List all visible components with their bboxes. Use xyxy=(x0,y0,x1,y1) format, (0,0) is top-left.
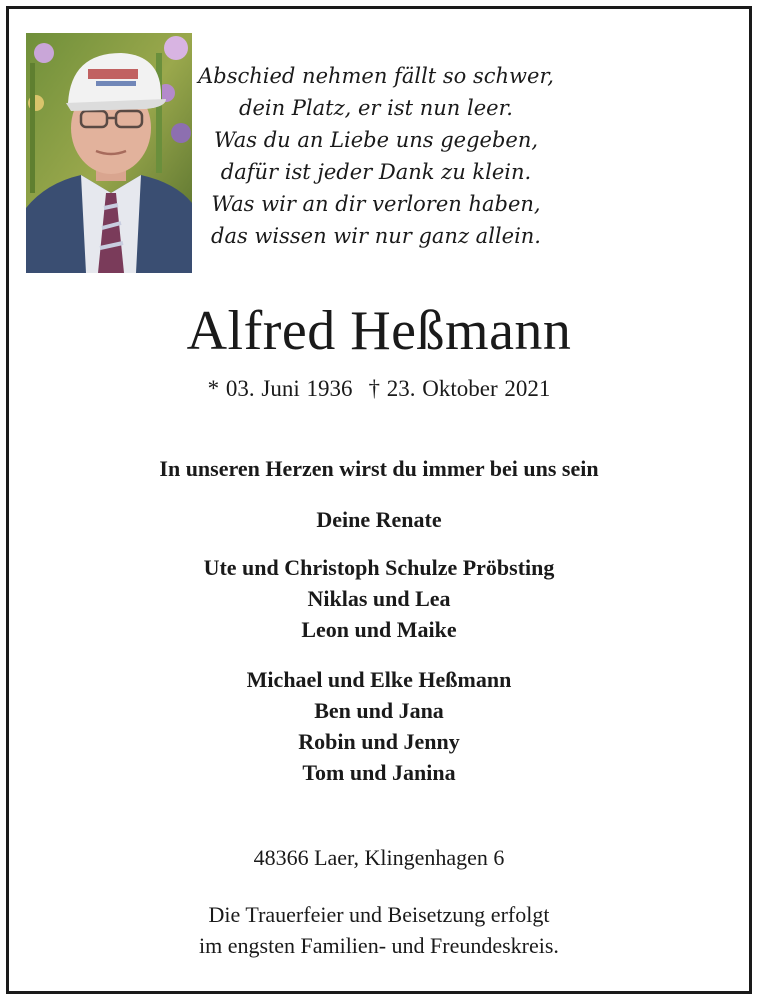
mourner-line: Tom und Janina xyxy=(302,760,456,785)
poem-line: dafür ist jeder Dank zu klein. xyxy=(220,160,532,184)
portrait-photo xyxy=(26,33,192,273)
mourner-line: Ute und Christoph Schulze Pröbsting xyxy=(203,555,555,580)
mourner-line: Robin und Jenny xyxy=(298,729,460,754)
death-date: † 23. Oktober 2021 xyxy=(368,376,551,401)
poem-line: Was du an Liebe uns gegeben, xyxy=(213,128,539,152)
poem-line: das wissen wir nur ganz allein. xyxy=(211,224,541,248)
family-group-2 xyxy=(0,664,758,788)
funeral-note-line: Die Trauerfeier und Beisetzung erfolgt xyxy=(208,902,550,927)
portrait-image xyxy=(26,33,192,273)
poem-line: Was wir an dir verloren haben, xyxy=(211,192,541,216)
motto: In unseren Herzen wirst du immer bei uns sein xyxy=(159,456,599,481)
poem xyxy=(196,60,556,252)
mourner-line: Leon und Maike xyxy=(301,617,457,642)
funeral-note xyxy=(0,899,758,961)
deceased-name: Alfred Heßmann xyxy=(186,300,572,362)
poem-line: dein Platz, er ist nun leer. xyxy=(239,96,513,120)
spouse-signature: Deine Renate xyxy=(316,507,442,532)
life-dates xyxy=(0,373,758,405)
birth-date: * 03. Juni 1936 xyxy=(207,376,353,401)
mourner-line: Michael und Elke Heßmann xyxy=(246,667,512,692)
family-group-1 xyxy=(0,552,758,645)
address: 48366 Laer, Klingenhagen 6 xyxy=(253,845,505,870)
mourner-line: Niklas und Lea xyxy=(307,586,451,611)
funeral-note-line: im engsten Familien- und Freundeskreis. xyxy=(199,933,559,958)
poem-line: Abschied nehmen fällt so schwer, xyxy=(198,64,554,88)
mourner-line: Ben und Jana xyxy=(314,698,444,723)
